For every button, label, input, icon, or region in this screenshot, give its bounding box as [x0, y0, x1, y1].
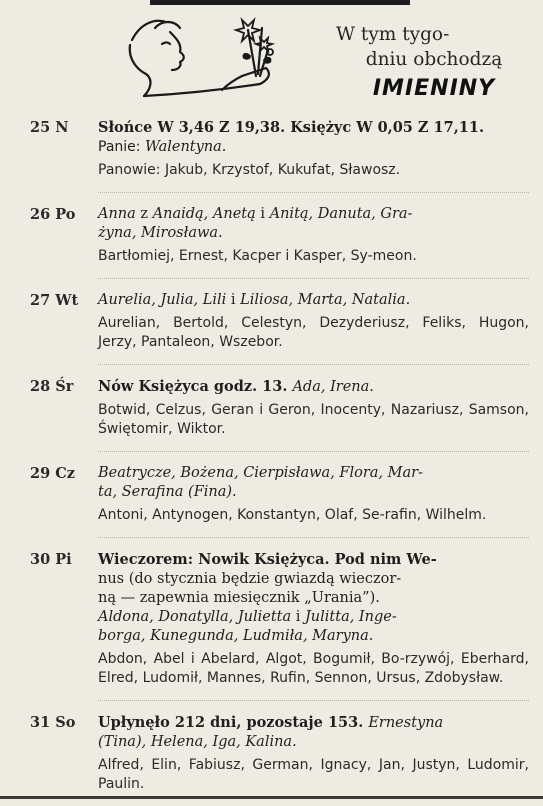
entry-text: borga, Kunegunda, Ludmiła, Maryna.: [98, 628, 374, 644]
entry-line: [98, 589, 529, 608]
entry-divider: [98, 192, 529, 193]
entry-line: [98, 550, 529, 570]
entry-text: (Tina), Helena, Iga, Kalina.: [98, 734, 297, 750]
calendar-entry: [0, 291, 543, 352]
entry-line: [98, 713, 529, 733]
header-text: [334, 22, 534, 101]
entry-line: [98, 118, 529, 138]
entry-line: [98, 627, 529, 646]
entry-text: Anaidą, Anetą: [152, 206, 256, 222]
entry-text: i: [255, 206, 270, 222]
entry-text: ta, Serafina (Fina).: [98, 484, 237, 500]
entry-mens-names: Bartłomiej, Ernest, Kacper i Kasper, Sy-meon.: [98, 248, 417, 264]
entry-text: żyna, Mirosława.: [98, 225, 223, 241]
entry-mens-names: Abdon, Abel i Abelard, Algot, Bogumił, Bo-rzywój, Eberhard, Elred, Ludomił, Mannes, Rufin, Sennon, Ursus, Zdobysław.: [98, 651, 529, 686]
entry-text: Panie:: [98, 139, 145, 155]
entry-divider: [98, 451, 529, 452]
calendar-entry: [0, 377, 543, 439]
entry-day: 27 Wt: [30, 292, 79, 309]
calendar-entries: [0, 118, 543, 806]
calendar-entry: [0, 464, 543, 525]
entry-text: Aurelia, Julia, Lili: [98, 292, 227, 308]
entry-text: z: [135, 206, 153, 222]
header-line-2: dniu obchodzą: [365, 49, 503, 70]
entry-text: i: [226, 292, 241, 308]
entry-line: [98, 733, 529, 752]
entry-text: Aldona, Donatylla, Julietta: [98, 609, 292, 625]
entry-line: [98, 483, 529, 502]
entry-day: 26 Po: [30, 206, 76, 223]
entry-text: Ada, Irena.: [292, 379, 374, 395]
header: [0, 0, 543, 115]
entry-divider: [98, 537, 529, 538]
entry-divider: [98, 278, 529, 279]
entry-line: [98, 291, 529, 310]
header-title: IMIENINY: [372, 76, 496, 101]
entry-text: Beatrycze, Bożena, Cierpisława, Flora, Mar-: [98, 465, 423, 481]
calendar-entry: [0, 118, 543, 180]
entry-mens-names: Aurelian, Bertold, Celestyn, Dezyderiusz, Feliks, Hugon, Jerzy, Pantaleon, Wszebor.: [98, 315, 529, 350]
entry-text: Słońce W 3,46 Z 19,38. Księżyc W 0,05 Z 17,11.: [98, 119, 485, 136]
entry-divider: [98, 364, 529, 365]
entry-line: [98, 608, 529, 627]
entry-mens-names: Antoni, Antynogen, Konstantyn, Olaf, Se-rafin, Wilhelm.: [98, 507, 487, 523]
entry-day: 29 Cz: [30, 465, 76, 482]
header-line-1: W tym tygo-: [336, 24, 450, 45]
entry-text: Nów Księżyca godz. 13.: [98, 378, 293, 395]
calendar-entry: [0, 713, 543, 794]
face-and-flowers-illustration: [110, 10, 330, 110]
entry-mens-names: Alfred, Elin, Fabiusz, German, Ignacy, Jan, Justyn, Ludomir, Paulin.: [98, 757, 529, 792]
entry-day: 25 N: [30, 119, 69, 136]
entry-line: [98, 138, 529, 157]
entry-line: [98, 377, 529, 397]
entry-text: Upłynęło 212 dni, pozostaje 153.: [98, 714, 369, 731]
entry-text: ną — zapewnia miesięcznik „Urania”).: [98, 590, 380, 606]
entry-day: 28 Śr: [30, 378, 74, 395]
entry-line: [98, 224, 529, 243]
entry-day: 30 Pi: [30, 551, 72, 568]
calendar-entry: [0, 205, 543, 266]
entry-text: Wieczorem: Nowik Księżyca. Pod nim We-: [98, 551, 437, 568]
entry-mens-names: Botwid, Celzus, Geran i Geron, Inocenty, Nazariusz, Samson, Świętomir, Wiktor.: [98, 402, 529, 437]
entry-text: Walentyna.: [144, 139, 227, 155]
entry-text: nus (do stycznia będzie gwiazdą wieczor-: [98, 571, 402, 587]
entry-text: Anna: [98, 206, 136, 222]
entry-day: 31 So: [30, 714, 76, 731]
entry-text: Julitta, Inge-: [304, 609, 397, 625]
entry-line: [98, 570, 529, 589]
entry-text: Anitą, Danuta, Gra-: [269, 206, 413, 222]
entry-text: Ernestyna: [368, 715, 444, 731]
entry-line: [98, 205, 529, 224]
entry-text: Liliosa, Marta, Natalia.: [240, 292, 411, 308]
entry-mens-names: Panowie: Jakub, Krzystof, Kukufat, Sławosz.: [98, 162, 401, 178]
entry-line: [98, 464, 529, 483]
entry-divider: [98, 700, 529, 701]
entry-text: i: [291, 609, 305, 625]
calendar-entry: [0, 550, 543, 688]
